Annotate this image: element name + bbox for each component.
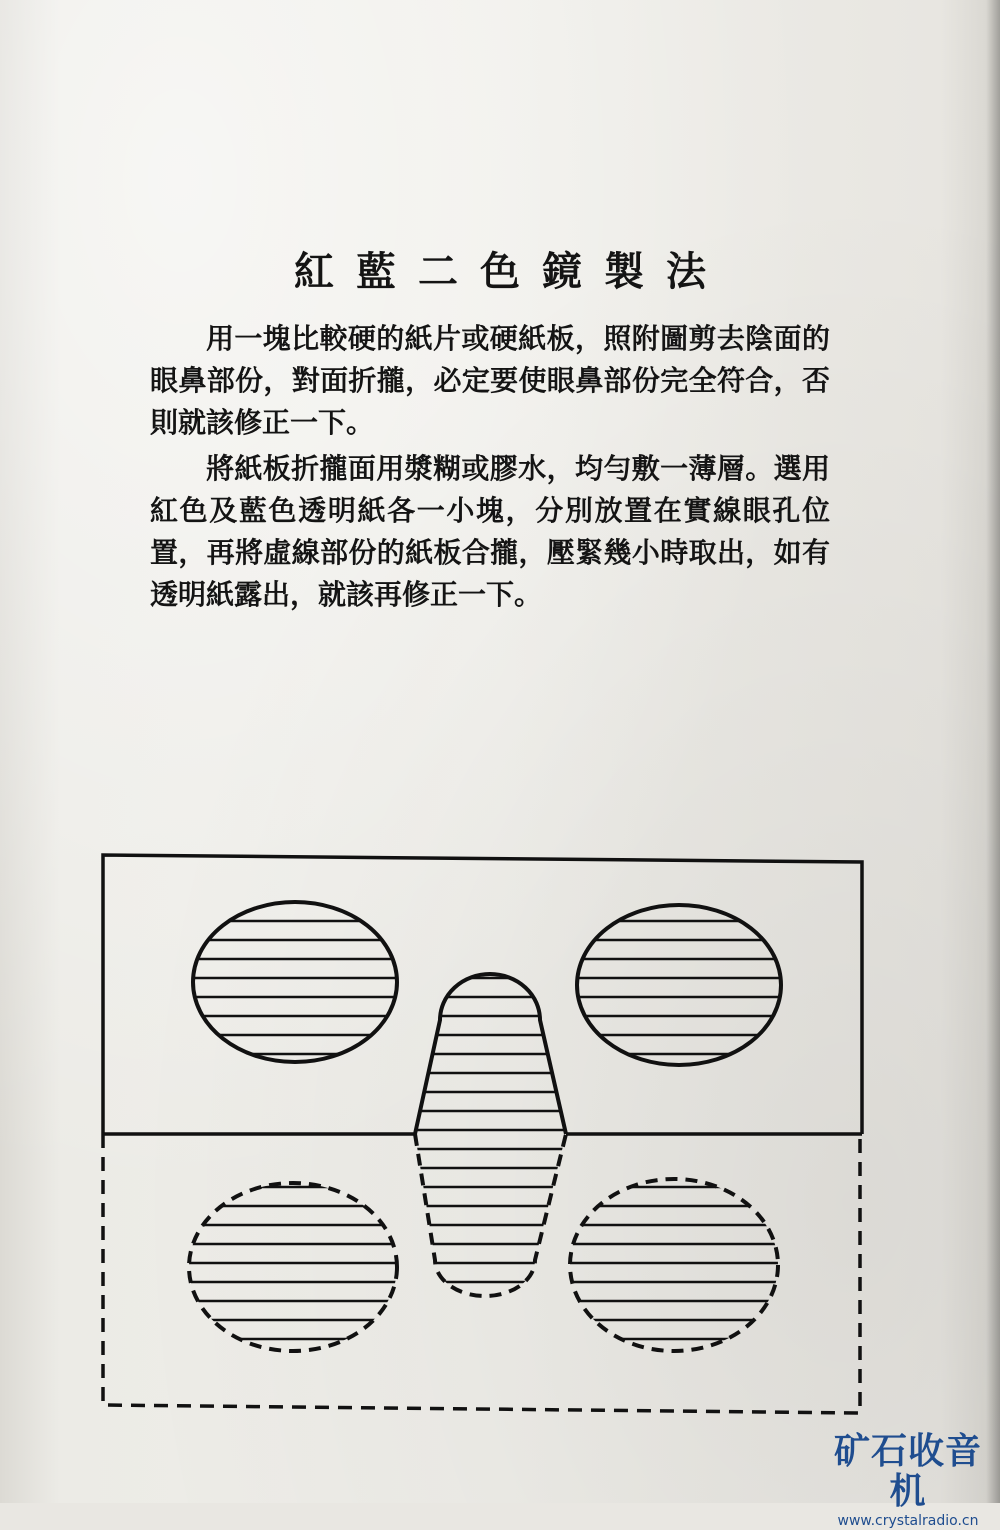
site-watermark: [824, 1432, 992, 1530]
eye-hole-right-solid: [575, 903, 785, 1068]
eye-hole-left-solid: [190, 900, 400, 1065]
paragraph-1: 用一塊比較硬的紙片或硬紙板，照附圖剪去陰面的眼鼻部份，對面折攏，必定要使眼鼻部份完全符合，否則就該修正一下。: [150, 322, 830, 439]
nose-cutout-solid: [410, 972, 570, 1136]
watermark-logo: 矿石收音机: [833, 1431, 982, 1512]
watermark-url: www.crystalradio.cn: [837, 1513, 979, 1529]
eye-hole-left-dashed: [186, 1182, 400, 1354]
eye-hole-right-dashed: [568, 1178, 782, 1354]
paragraph-2: 將紙板折攏面用漿糊或膠水，均勻敷一薄層。選用紅色及藍色透明紙各一小塊，分別放置在實線眼孔位置，再將虛線部份的紙板合攏，壓緊幾小時取出，如有透明紙露出，就該再修正一下。: [150, 452, 830, 611]
page-title: 紅藍二色鏡製法: [294, 248, 728, 295]
nose-cutout-dashed: [410, 1134, 570, 1299]
